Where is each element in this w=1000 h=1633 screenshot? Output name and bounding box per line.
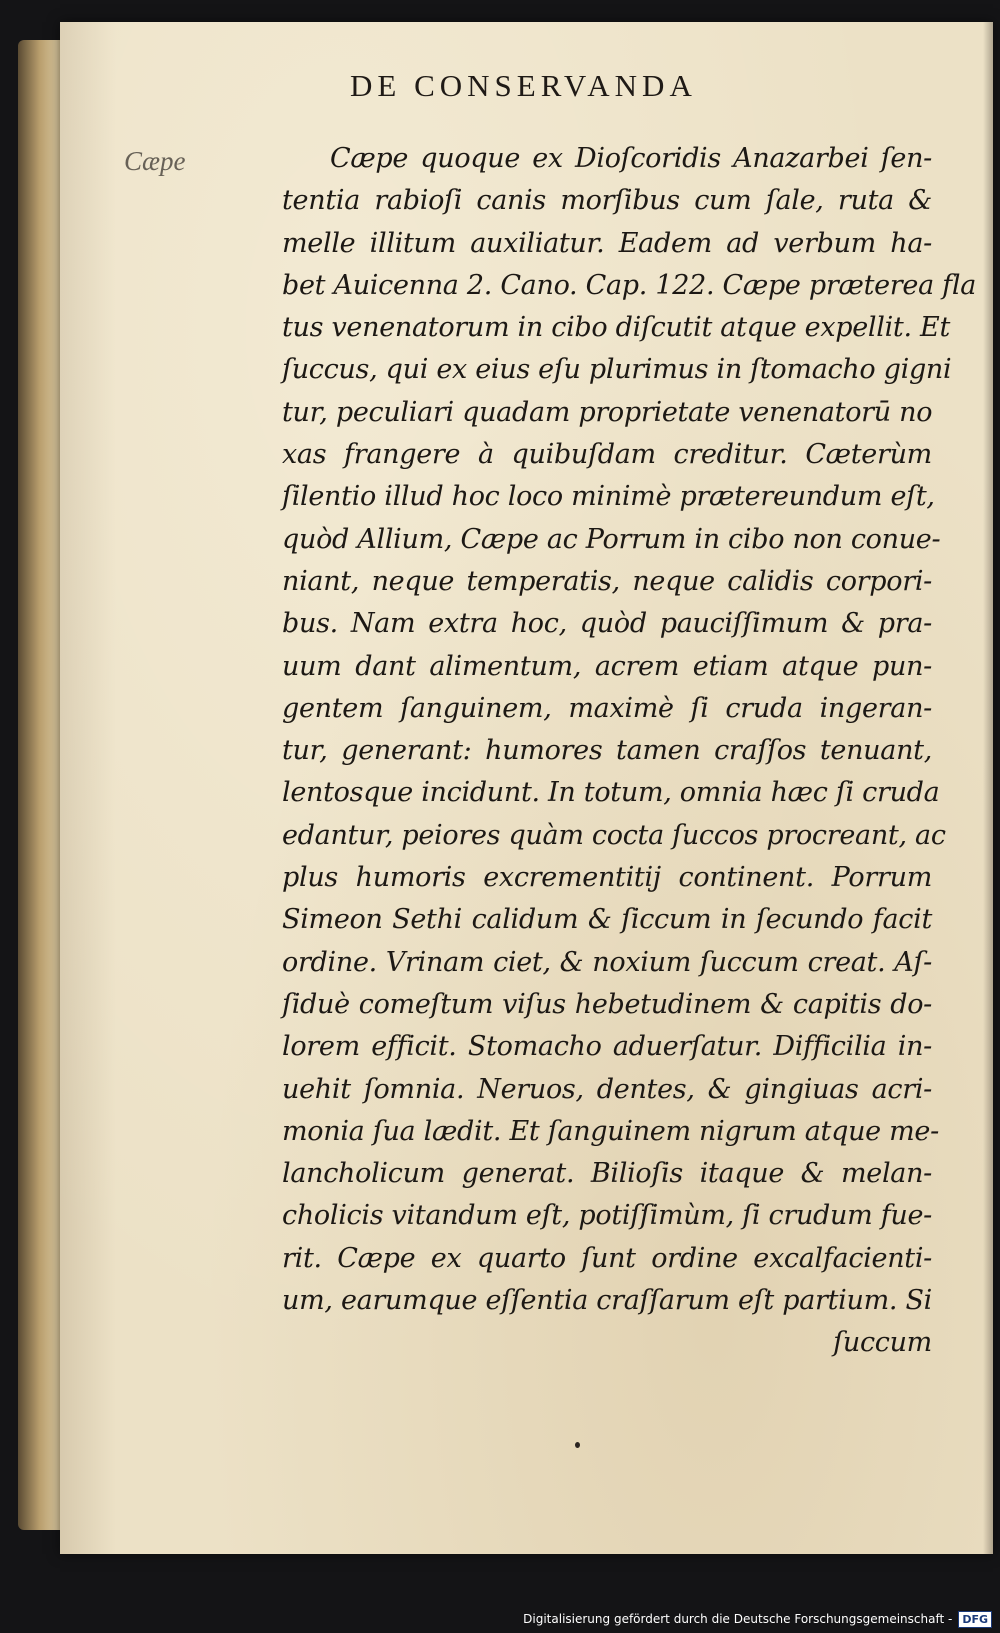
page-edge-shadow [983, 22, 993, 1554]
text-line: cholicis vitandum eſt, potiſſimùm, ſi crudum fue- [282, 1200, 932, 1232]
text-line: niant, neque temperatis, neque calidis corpori- [282, 565, 932, 597]
funding-credit: Digitalisierung gefördert durch die Deutsche Forschungsgemeinschaft - [523, 1612, 953, 1626]
text-line: tentia rabioſi canis morſibus cum ſale, ruta & [282, 185, 932, 217]
text-line: gentem ſanguinem, maximè ſi cruda ingeran- [282, 692, 932, 724]
text-line: Simeon Sethi calidum & ſiccum in ſecundo facit [282, 904, 932, 936]
text-line: lancholicum generat. Biliοſis itaque & melan- [282, 1158, 932, 1190]
text-line: edantur, peiores quàm cocta ſuccos procreant, ac [282, 819, 946, 851]
running-head: DE CONSERVANDA [350, 68, 697, 103]
text-line: ſuccus, qui ex eius eſu plurimus in ſtomacho gigni [282, 354, 952, 386]
text-line: plus humoris excrementitij continent. Porrum [282, 862, 932, 894]
text-line: quòd Allium, Cæpe ac Porrum in cibo non conue- [282, 523, 941, 555]
catchword: ſuccum [833, 1327, 932, 1359]
book-spine [18, 40, 66, 1530]
text-line: uehit ſomnia. Neruos, dentes, & gingiuas acri- [282, 1073, 932, 1105]
text-line: ordine. Vrinam ciet, & noxium ſuccum creat. Aſ- [282, 946, 932, 978]
text-line: um, earumque eſſentia craſſarum eſt partium. Si [282, 1285, 932, 1317]
text-line: monia ſua lædit. Et ſanguinem nigrum atque me- [282, 1115, 939, 1147]
dfg-logo: DFG [958, 1611, 992, 1628]
margin-note: Cæpe [124, 146, 186, 176]
text-line: melle illitum auxiliatur. Eadem ad verbum ha- [282, 227, 932, 259]
ink-speck [575, 1442, 580, 1448]
text-line: ſiduè comeſtum viſus hebetudinem & capitis do- [282, 988, 932, 1020]
digitization-footer [523, 1609, 992, 1629]
text-line: lentosque incidunt. In totum, omnia hæc ſi cruda [282, 777, 940, 809]
text-line: tus venenatorum in cibo diſcutit atque expellit. Et [282, 312, 951, 344]
body-text [282, 138, 976, 1365]
text-line: bet Auicenna 2. Cano. Cap. 122. Cæpe præterea fla [282, 269, 976, 301]
text-line: bus. Nam extra hoc, quòd pauciſſimum & pra- [282, 608, 932, 640]
text-line: lorem efficit. Stomacho aduerſatur. Difficilia in- [282, 1031, 932, 1063]
text-line: ſilentio illud hoc loco minimè prætereundum eſt, [282, 481, 935, 513]
text-line: uum dant alimentum, acrem etiam atque pun- [282, 650, 932, 682]
text-line: tur, generant: humores tamen craſſos tenuant, [282, 735, 932, 767]
text-line: rit. Cæpe ex quarto ſunt ordine excalfacienti- [282, 1242, 932, 1274]
text-line: tur, peculiari quadam proprietate venenatorū no [282, 396, 933, 428]
text-line: xas frangere à quibuſdam creditur. Cæterùm [282, 439, 932, 471]
text-line: Cæpe quoque ex Dioſcoridis Anazarbei ſen- [330, 143, 932, 174]
